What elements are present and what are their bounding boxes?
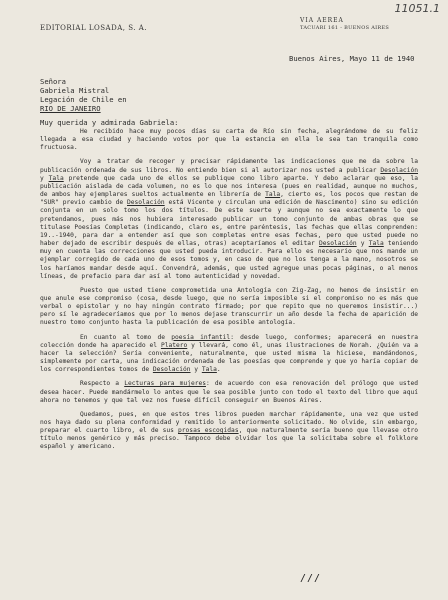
paragraph: Quedamos, pues, en que estos tres libros pueden marchar rápidamente, una vez que usted nos haya dado su plena conformidad y remitido lo anteriormente solicitado. No olvide, sin embargo, preparar el cuarto libro, el de sus prosas escogidas, que naturalmente sería bueno que llevase otro título menos genérico y más preciso. Tampoco debe olvidar los que la solicitaba sobre el folklore español y americano. — [40, 410, 418, 451]
paragraph: Puesto que usted tiene comprometida una Antología con Zig-Zag, no hemos de insistir en que anule ese compromiso (cosa, desde luego, que no sería imposible si el compromiso no es más que verbal o epistolar y no hay ningún contrato firmado; por que repito que no queremos insistir...) pero sí le agradeceríamos que por lo menos dejase transcurrir un año desde la fecha de aparición de nuestro tomo conjunto hasta la publicación de esa posible antología. — [40, 286, 418, 327]
recipient-name: Gabriela Mistral — [40, 86, 110, 95]
underlined-title: Platero — [160, 341, 188, 349]
underlined-title: Desolación — [152, 366, 191, 374]
recipient-city: RIO DE JANEIRO — [40, 104, 101, 113]
archive-number: 11051.1 — [394, 2, 440, 15]
paragraph: Respecto a Lecturas para mujeres: de acuerdo con esa renovación del prólogo que usted desea hacer. Puede mandármelo lo antes que le sea posible junto con todo el texto del libro que aquí ahora no tenemos y que tal vez nos fuese difícil conseguir en Buenos Aires. — [40, 380, 418, 404]
paragraph: En cuanto al tomo de poesía infantil: desde luego, conformes; aparecerá en nuestra colección donde ha aparecido el Platero y llevará, como él, unas ilustraciones de Norah. ¿Quién va a hacer la selección? Sería conveniente, naturalmente, que usted misma la hiciese, mandándonos, simplemente por carta, una indicación ordenada de las poesías que comprende y que yo haría copiar de los correspondientes tomos de Desolación y Tala. — [40, 333, 418, 374]
underlined-title: Tala — [368, 240, 384, 248]
underlined-title: prosas escogidas — [178, 427, 239, 435]
underlined-title: Desolación — [127, 199, 165, 207]
underlined-title: Tala — [201, 366, 217, 374]
letterhead-address: TACUARI 161 - BUENOS AIRES — [300, 25, 390, 31]
underlined-title: Desolación — [318, 240, 357, 248]
continuation-marks: /// — [300, 573, 322, 584]
paragraph: He recibido hace muy pocos días su carta de Río sin fecha, alegrándome de su feliz llegada a esa ciudad y haciendo votos por que la estancia en ella le sea tan tranquila como fructuosa. — [40, 128, 418, 152]
letterhead-publisher: EDITORIAL LOSADA, S. A. — [40, 24, 147, 32]
greeting: Muy querida y admirada Gabriela: — [40, 118, 179, 127]
underlined-title: Tala — [265, 191, 281, 199]
letter-body — [40, 128, 418, 458]
date-line: Buenos Aires, Mayo 11 de 1940 — [289, 54, 415, 63]
underlined-title: Tala — [48, 174, 64, 182]
recipient-block — [40, 77, 127, 113]
paragraph: Voy a tratar de recoger y precisar rápidamente las indicaciones que me da sobre la publicación ordenada de sus libros. No entiendo bien si al autorizar nos usted a publicar Desolación y Tala pretende que cada uno de ellos se publique como libro aparte. Y debo aclarar que eso, la publicación aislada de cada volumen, no es lo que nos interesa (pues en realidad, aunque no muchos, de ambos hay ejemplares sueltos actualmente en librería de Tala, cierto es, los pocos que restan de "SUR" previo cambio de Desolación está Vicente y circulan una edición de Nascimento) sino su edición conjunta en un solo tomo los dos títulos. De este suerte y aunque no sea exactamente lo que pretendamos, pues más nos hubiera interesado publicar un tomo conjunto de ambas obras que se titulase Poesías Completas (indicando, claro es, entre paréntesis, las fechas que ellas comprenden: 19..-1940, para dar a entender así que son completas entre esas fechas, pero que usted puede no haber dejado de escribir después de ellas, otras) aceptaríamos el editar Desolación y Tala teniendo muy en cuenta las correcciones que usted pueda introducir. Para ello es necesario que nos mande un ejemplar corregido de cada uno de esos tomos y, en caso de que no los tenga a la mano, nosotros se los haríamos mandar desde aquí. Convendrá, además, que usted agregue unas pocas páginas, o al menos líneas, de prefacio para dar así al tomo autenticidad y novedad. — [40, 158, 419, 280]
recipient-office: Legación de Chile en — [40, 95, 127, 104]
recipient-title: Señora — [40, 77, 66, 86]
underlined-title: Desolación — [380, 166, 418, 174]
letterhead-service: VIA AEREA — [300, 17, 344, 24]
underlined-title: Lecturas para mujeres — [124, 380, 206, 388]
underlined-title: poesía infantil — [171, 333, 231, 341]
